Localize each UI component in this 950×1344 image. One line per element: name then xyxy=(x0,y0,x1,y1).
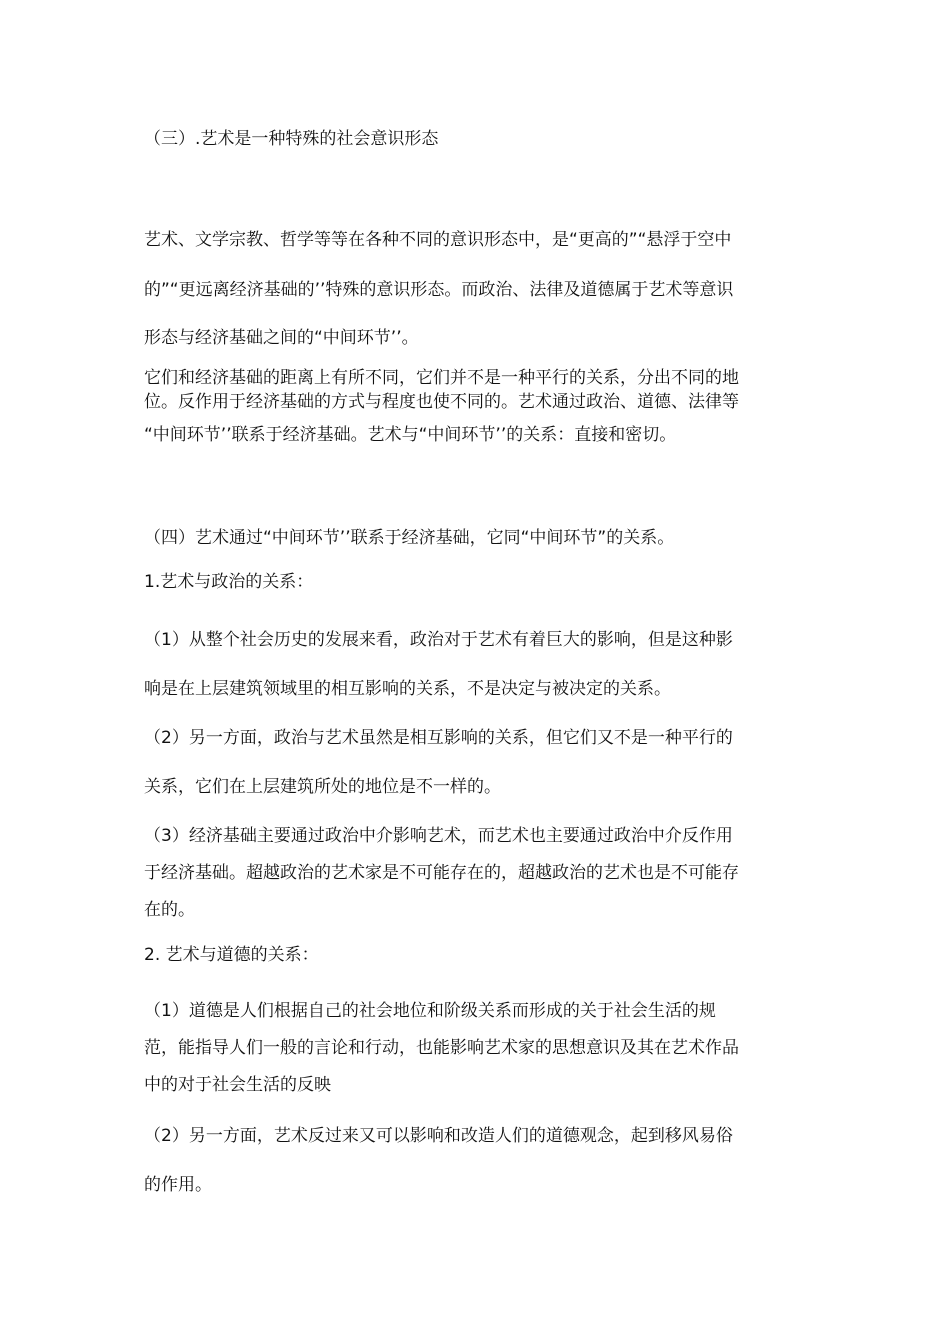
paragraph-line: （2）另一方面，政治与艺术虽然是相互影响的关系，但它们又不是一种平行的 xyxy=(144,728,733,748)
paragraph-line: 在的。 xyxy=(144,900,195,920)
section-heading-3: （三）.艺术是一种特殊的社会意识形态 xyxy=(144,129,439,149)
paragraph-line: 关系，它们在上层建筑所处的地位是不一样的。 xyxy=(144,777,501,797)
paragraph-line: 艺术、文学宗教、哲学等等在各种不同的意识形态中，是“更高的”“悬浮于空中 xyxy=(144,230,732,250)
paragraph-line: 中的对于社会生活的反映 xyxy=(144,1075,331,1095)
paragraph-line: 的作用。 xyxy=(144,1175,212,1195)
paragraph-line: 位。反作用于经济基础的方式与程度也使不同的。艺术通过政治、道德、法律等 xyxy=(144,392,739,412)
paragraph-line: 形态与经济基础之间的“中间环节’’。 xyxy=(144,328,419,348)
paragraph-line: （1）道德是人们根据自己的社会地位和阶级关系而形成的关于社会生活的规 xyxy=(144,1001,716,1021)
paragraph-line: “中间环节’’联系于经济基础。艺术与“中间环节’’的关系：直接和密切。 xyxy=(144,425,677,445)
paragraph-line: （2）另一方面，艺术反过来又可以影响和改造人们的道德观念，起到移风易俗 xyxy=(144,1126,733,1146)
paragraph-line: （1）从整个社会历史的发展来看，政治对于艺术有着巨大的影响，但是这种影 xyxy=(144,630,733,650)
paragraph-line: 响是在上层建筑领域里的相互影响的关系，不是决定与被决定的关系。 xyxy=(144,679,671,699)
paragraph-line: 于经济基础。超越政治的艺术家是不可能存在的，超越政治的艺术也是不可能存 xyxy=(144,863,739,883)
paragraph-line: 它们和经济基础的距离上有所不同，它们并不是一种平行的关系，分出不同的地 xyxy=(144,368,739,388)
paragraph-line: 范，能指导人们一般的言论和行动，也能影响艺术家的思想意识及其在艺术作品 xyxy=(144,1038,739,1058)
section-heading-4: （四）艺术通过“中间环节’’联系于经济基础，它同“中间环节”的关系。 xyxy=(144,528,675,548)
paragraph-line: （3）经济基础主要通过政治中介影响艺术，而艺术也主要通过政治中介反作用 xyxy=(144,826,733,846)
paragraph-line: 的”“更远离经济基础的’’特殊的意识形态。而政治、法律及道德属于艺术等意识 xyxy=(144,280,734,300)
subheading-politics: 1.艺术与政治的关系： xyxy=(144,572,314,592)
subheading-morality: 2. 艺术与道德的关系： xyxy=(144,945,319,965)
